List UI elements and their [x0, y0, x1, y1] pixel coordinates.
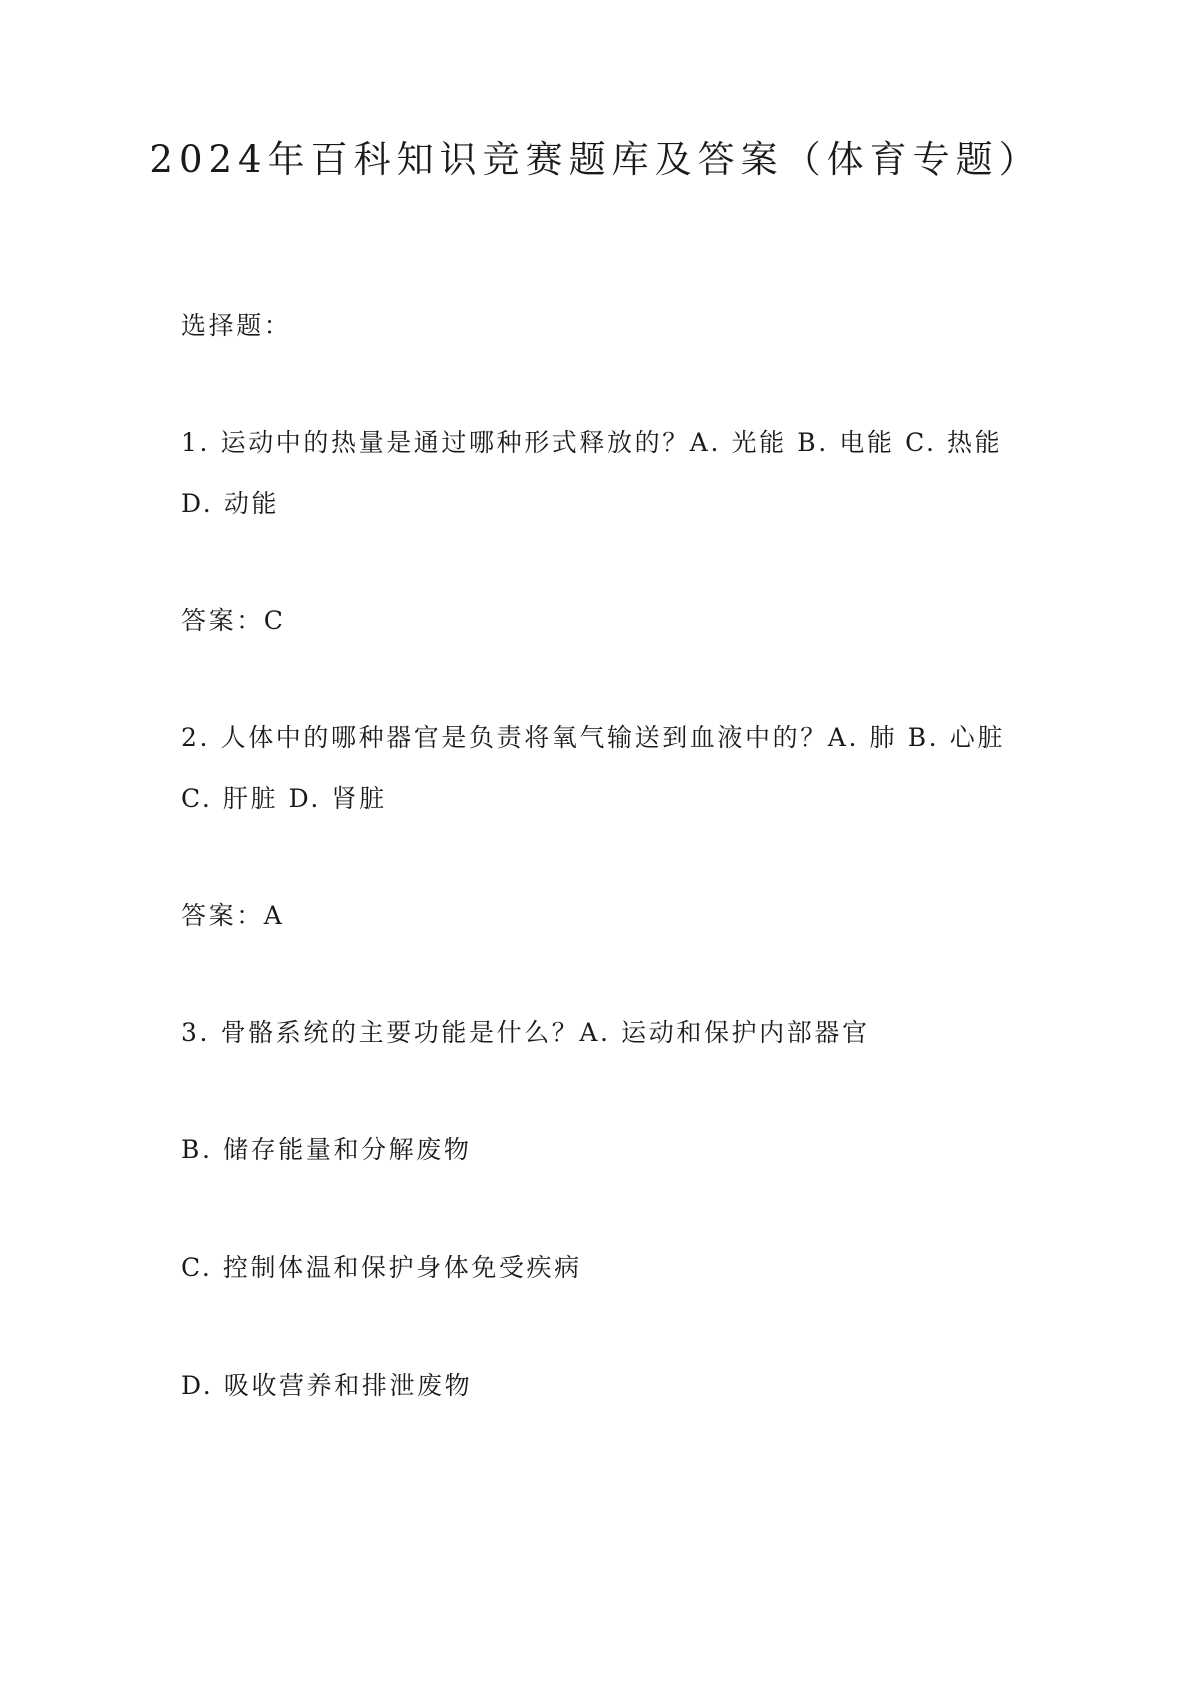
question-1-answer: 答案：C — [181, 606, 286, 635]
question-3-line-1: 3. 骨骼系统的主要功能是什么？A. 运动和保护内部器官 — [181, 1018, 870, 1047]
question-3-option-c: C. 控制体温和保护身体免受疾病 — [181, 1253, 582, 1282]
question-2-line-1: 2. 人体中的哪种器官是负责将氧气输送到血液中的？A. 肺 B. 心脏 — [181, 723, 1005, 752]
question-2-line-2: C. 肝脏 D. 肾脏 — [181, 784, 387, 813]
question-2-answer: 答案：A — [181, 901, 285, 930]
question-1-line-1: 1. 运动中的热量是通过哪种形式释放的？A. 光能 B. 电能 C. 热能 — [181, 428, 1003, 457]
document-title: 2024年百科知识竞赛题库及答案（体育专题） — [149, 138, 1042, 181]
question-3-option-b: B. 储存能量和分解废物 — [181, 1135, 472, 1164]
question-3-option-d: D. 吸收营养和排泄废物 — [181, 1371, 473, 1400]
question-1-line-2: D. 动能 — [181, 489, 280, 518]
section-heading: 选择题： — [181, 311, 292, 340]
